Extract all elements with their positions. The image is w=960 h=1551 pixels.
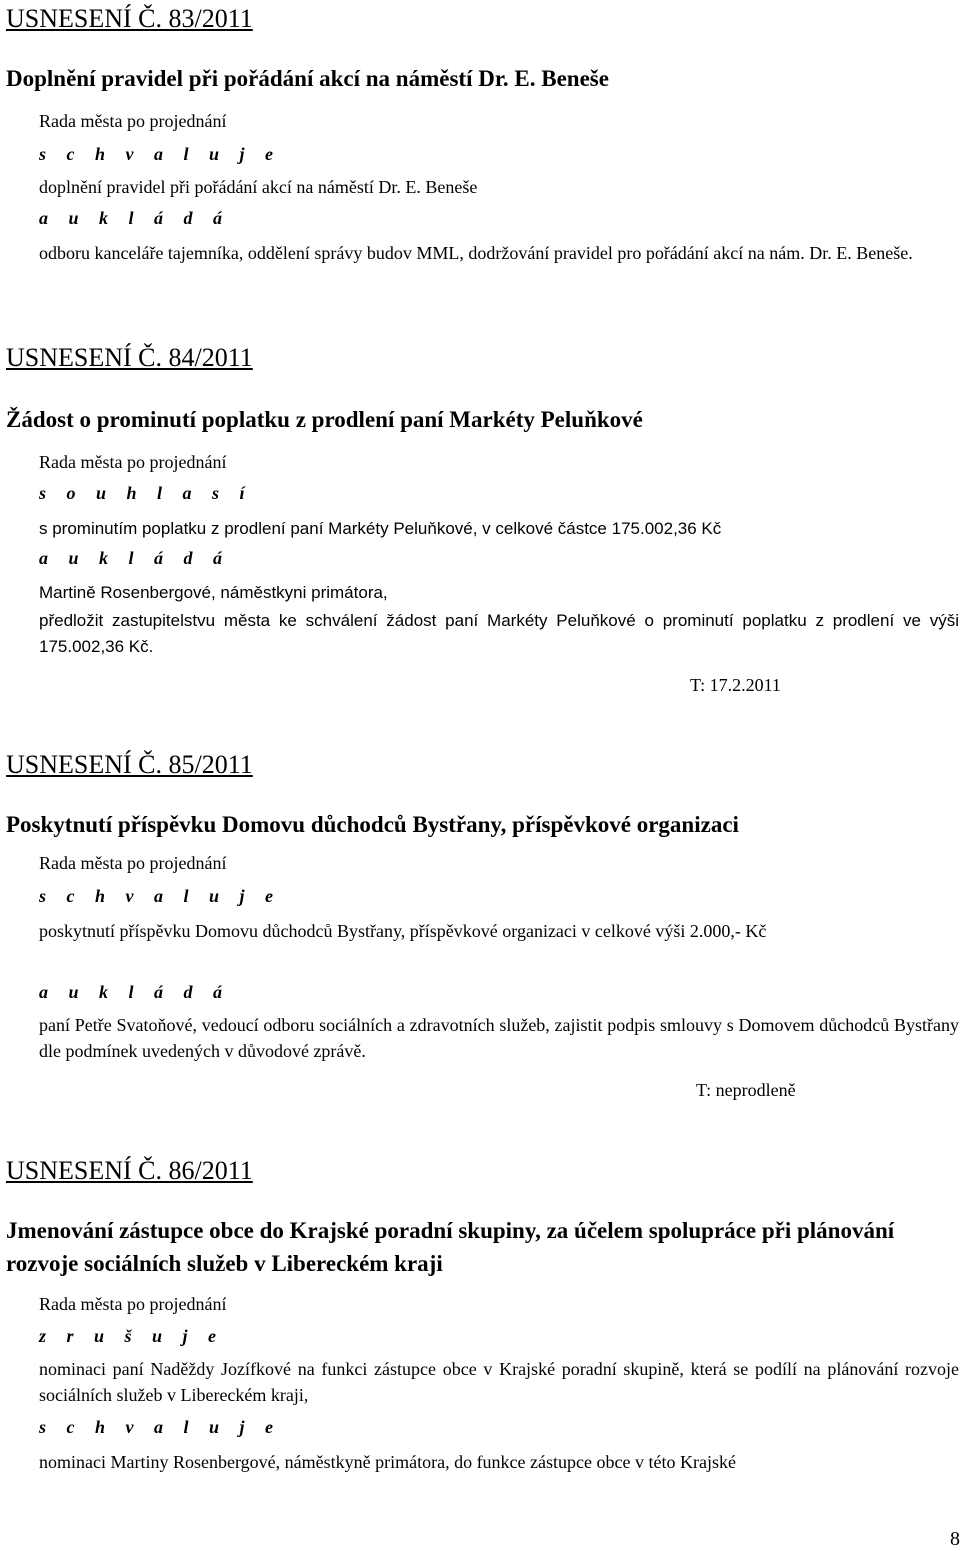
resolution-86-approved-text: nominaci Martiny Rosenbergové, náměstkyně primátora, do funkce zástupce obce v této Krajské xyxy=(39,1452,736,1472)
page-number: 8 xyxy=(950,1528,960,1550)
resolution-84-deadline: T: 17.2.2011 xyxy=(690,675,781,695)
resolution-83-keyword-orders: a u k l á d á xyxy=(39,208,231,228)
resolution-83-order-text: odboru kanceláře tajemníka, oddělení správy budov MML, dodržování pravidel pro pořádání akcí na nám. Dr. E. Beneše. xyxy=(39,243,913,263)
resolution-86-intro: Rada města po projednání xyxy=(39,1294,227,1314)
resolution-83-approved-text: doplnění pravidel při pořádání akcí na náměstí Dr. E. Beneše xyxy=(39,177,478,197)
resolution-85-order-text: paní Petře Svatoňové, vedoucí odboru sociálních a zdravotních služeb, zajistit podpis smlouvy s Domovem důchodců Bystřany dle podmínek uvedených v důvodové zprávě. xyxy=(39,1015,959,1061)
resolution-86-heading: USNESENÍ Č. 86/2011 xyxy=(6,1156,253,1185)
resolution-83-keyword-approves: s c h v a l u j e xyxy=(39,144,281,164)
resolution-84-title: Žádost o prominutí poplatku z prodlení paní Markéty Peluňkové xyxy=(6,407,643,432)
resolution-86-keyword-approves: s c h v a l u j e xyxy=(39,1417,281,1437)
resolution-83-intro: Rada města po projednání xyxy=(39,111,227,131)
resolution-84-keyword-orders: a u k l á d á xyxy=(39,548,231,568)
resolution-83-title: Doplnění pravidel při pořádání akcí na náměstí Dr. E. Beneše xyxy=(6,66,609,91)
resolution-86-keyword-cancels: z r u š u j e xyxy=(39,1326,225,1346)
resolution-85-intro: Rada města po projednání xyxy=(39,853,227,873)
resolution-85-keyword-orders: a u k l á d á xyxy=(39,982,231,1002)
resolution-84-heading: USNESENÍ Č. 84/2011 xyxy=(6,343,253,372)
resolution-85-deadline: T: neprodleně xyxy=(696,1080,796,1100)
resolution-85-keyword-approves: s c h v a l u j e xyxy=(39,886,281,906)
resolution-84-order-text: předložit zastupitelstvu města ke schválení žádost paní Markéty Peluňkové o prominutí poplatku z prodlení ve výši 175.002,36 Kč. xyxy=(39,611,959,656)
resolution-86-title: Jmenování zástupce obce do Krajské poradní skupiny, za účelem spolupráce při plánování rozvoje sociálních služeb v Libereckém kraji xyxy=(6,1218,895,1276)
resolution-84-keyword-agrees: s o u h l a s í xyxy=(39,483,253,503)
resolution-85-approved-text: poskytnutí příspěvku Domovu důchodců Bystřany, příspěvkové organizaci v celkové výši 2.000,- Kč xyxy=(39,921,767,941)
resolution-85-title: Poskytnutí příspěvku Domovu důchodců Bystřany, příspěvkové organizaci xyxy=(6,812,739,837)
resolution-83-heading: USNESENÍ Č. 83/2011 xyxy=(6,4,253,33)
resolution-85-heading: USNESENÍ Č. 85/2011 xyxy=(6,750,253,779)
resolution-86-cancel-text: nominaci paní Naděždy Jozífkové na funkci zástupce obce v Krajské poradní skupině, která se podílí na plánování rozvoje sociálních služeb v Libereckém kraji, xyxy=(39,1359,959,1405)
resolution-84-agreed-text: s prominutím poplatku z prodlení paní Markéty Peluňkové, v celkové částce 175.002,36 Kč xyxy=(39,519,722,538)
resolution-84-intro: Rada města po projednání xyxy=(39,452,227,472)
resolution-84-assignee: Martině Rosenbergové, náměstkyni primátora, xyxy=(39,583,388,602)
